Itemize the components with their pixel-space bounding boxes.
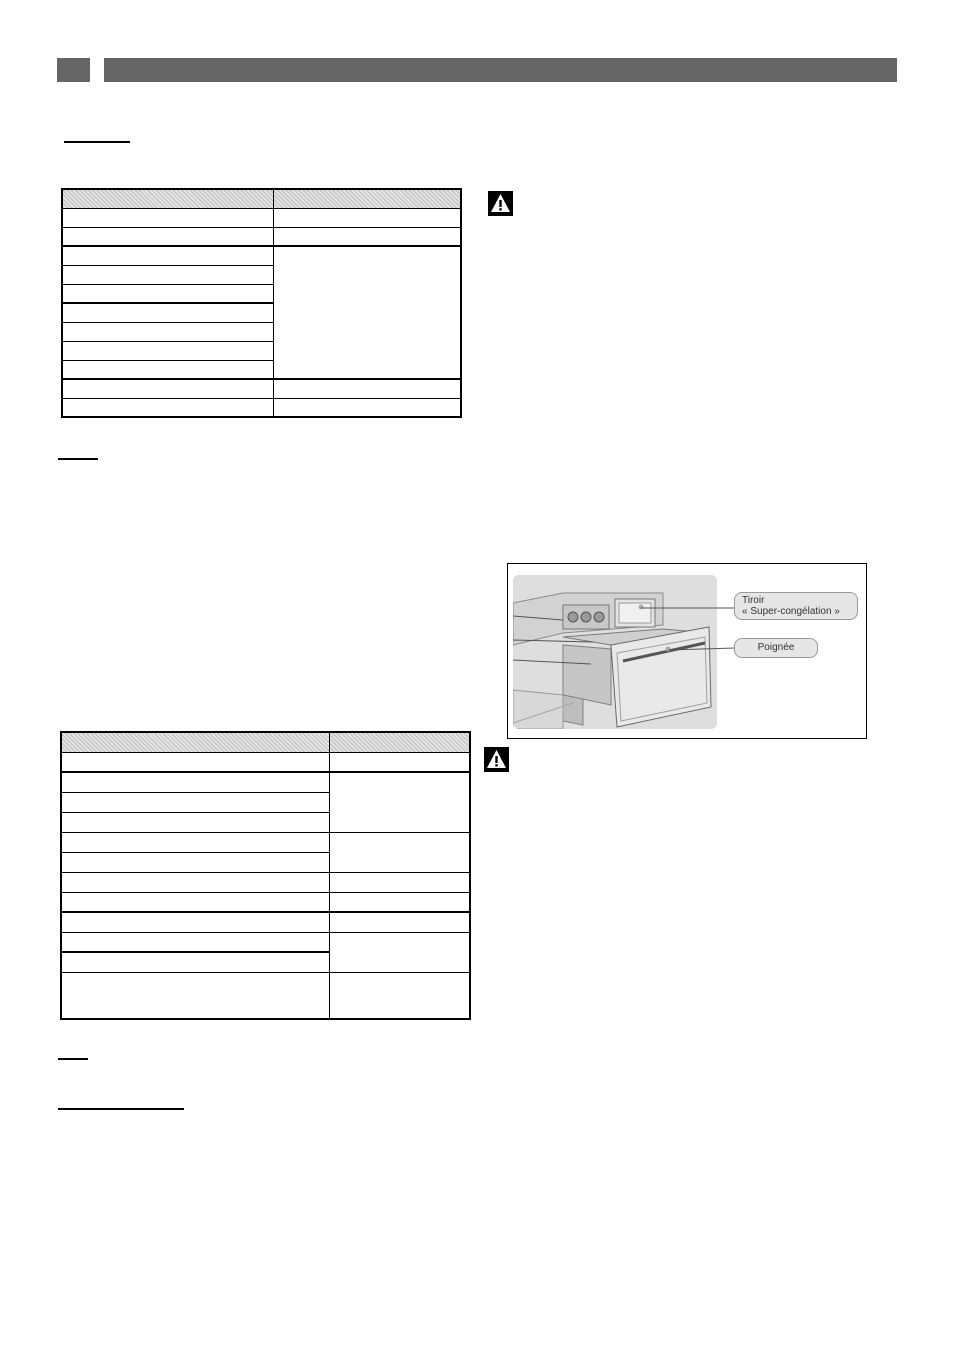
table-cell xyxy=(62,341,273,360)
section-heading-underline xyxy=(64,141,130,143)
table-cell xyxy=(329,892,470,912)
table-merged-cell xyxy=(329,772,470,832)
table-header-cell xyxy=(62,189,273,208)
table-cell xyxy=(273,398,461,417)
table-cell xyxy=(329,912,470,932)
note-heading-underline-2 xyxy=(58,1058,88,1060)
table-merged-cell xyxy=(329,932,470,972)
table-cell xyxy=(62,398,273,417)
table-row xyxy=(62,379,461,398)
table-cell xyxy=(62,227,273,246)
warning-icon xyxy=(484,747,509,772)
table-cell xyxy=(329,872,470,892)
table-cell xyxy=(61,752,329,772)
table-cell xyxy=(61,932,329,952)
table-row xyxy=(62,227,461,246)
table-cell xyxy=(61,952,329,972)
table-cell xyxy=(61,892,329,912)
table-header-row xyxy=(62,189,461,208)
table-row xyxy=(61,932,470,952)
table-merged-cell xyxy=(273,246,461,379)
table-settings-1 xyxy=(61,188,462,418)
table-row xyxy=(61,752,470,772)
table-row xyxy=(61,972,470,1019)
table-cell xyxy=(62,284,273,303)
callout-super-freeze-drawer xyxy=(734,592,858,620)
note-heading-underline xyxy=(58,458,98,460)
callout-handle xyxy=(734,638,818,658)
callout-drawer-line2: « Super-congélation » xyxy=(742,606,840,617)
table-cell xyxy=(62,208,273,227)
table-cell xyxy=(62,303,273,322)
table-settings-2 xyxy=(60,731,471,1020)
table-row xyxy=(61,772,470,792)
table-cell xyxy=(61,792,329,812)
subsection-heading-underline xyxy=(58,1108,184,1110)
table-row xyxy=(61,872,470,892)
warning-icon xyxy=(488,191,513,216)
table-cell xyxy=(62,322,273,341)
table-cell xyxy=(61,772,329,792)
table-cell xyxy=(62,265,273,284)
header-page-marker xyxy=(57,58,90,82)
table-header-row xyxy=(61,732,470,752)
callout-handle-label: Poignée xyxy=(757,642,795,653)
table-row xyxy=(62,246,461,265)
table-cell xyxy=(61,812,329,832)
table-merged-cell xyxy=(329,832,470,872)
table-cell xyxy=(329,752,470,772)
table-cell xyxy=(61,872,329,892)
table-cell xyxy=(273,379,461,398)
table-cell xyxy=(62,379,273,398)
table-row xyxy=(62,398,461,417)
table-cell xyxy=(61,852,329,872)
table-cell xyxy=(62,246,273,265)
table-row xyxy=(62,208,461,227)
table-row xyxy=(61,832,470,852)
header-bar xyxy=(104,58,897,82)
table-row xyxy=(61,912,470,932)
table-header-cell xyxy=(329,732,470,752)
table-cell xyxy=(329,972,470,1019)
callout-drawer-line1: Tiroir xyxy=(742,595,765,606)
table-cell xyxy=(62,360,273,379)
table-header-cell xyxy=(273,189,461,208)
table-header-cell xyxy=(61,732,329,752)
table-cell xyxy=(273,227,461,246)
table-cell xyxy=(61,972,329,1019)
table-cell xyxy=(61,912,329,932)
table-cell xyxy=(273,208,461,227)
table-cell xyxy=(61,832,329,852)
table-row xyxy=(61,892,470,912)
